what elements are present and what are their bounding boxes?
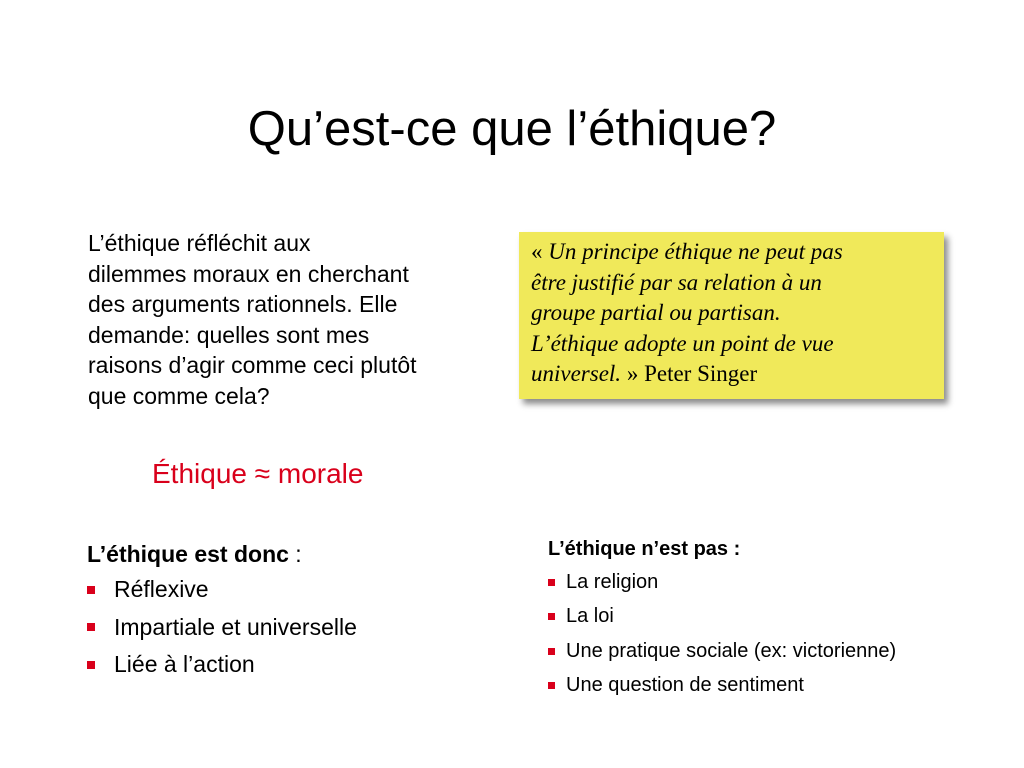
list-item-label: Une pratique sociale (ex: victorienne) bbox=[566, 639, 897, 662]
quote-line: groupe partial ou partisan. bbox=[531, 300, 781, 325]
ethics-is-not-list bbox=[548, 533, 896, 703]
square-bullet-icon bbox=[87, 623, 95, 631]
list-item-label: La religion bbox=[566, 570, 659, 593]
list-item bbox=[548, 565, 896, 600]
quote-close-mark: » bbox=[621, 361, 639, 386]
square-bullet-icon bbox=[87, 661, 95, 669]
quote-line: Un principe éthique ne peut pas bbox=[548, 239, 843, 264]
list-item bbox=[548, 669, 896, 704]
ethics-morality-equation: Éthique ≈ morale bbox=[152, 458, 364, 489]
list-item-label: Liée à l’action bbox=[114, 651, 255, 678]
square-bullet-icon bbox=[87, 586, 95, 594]
list-item bbox=[548, 600, 896, 635]
quote-line: universel. bbox=[531, 361, 622, 386]
ethics-is-not-heading: L’éthique n’est pas : bbox=[548, 538, 741, 560]
ethics-is-heading bbox=[87, 537, 357, 571]
ethics-is-heading-colon: : bbox=[288, 541, 302, 567]
quote-open-mark: « bbox=[531, 239, 549, 264]
square-bullet-icon bbox=[548, 682, 555, 689]
intro-line: dilemmes moraux en cherchant bbox=[88, 260, 409, 287]
list-item-label: Une question de sentiment bbox=[566, 674, 804, 697]
ethics-is-list bbox=[87, 537, 357, 684]
list-item bbox=[87, 609, 357, 647]
square-bullet-icon bbox=[548, 648, 555, 655]
intro-line: raisons d’agir comme ceci plutôt bbox=[88, 352, 417, 378]
quote-line: L’éthique adopte un point de vue bbox=[531, 330, 834, 356]
list-item-label: Impartiale et universelle bbox=[114, 613, 357, 640]
list-item bbox=[87, 646, 357, 684]
intro-line: des arguments rationnels. Elle bbox=[88, 291, 398, 317]
quote-line: être justifié par sa relation à un bbox=[531, 269, 822, 295]
singer-quote-box bbox=[519, 232, 944, 399]
square-bullet-icon bbox=[548, 613, 555, 620]
intro-line: demande: quelles sont mes bbox=[88, 321, 370, 348]
list-item bbox=[87, 571, 357, 609]
square-bullet-icon bbox=[548, 579, 555, 586]
quote-author: Peter Singer bbox=[638, 361, 758, 386]
intro-line: que comme cela? bbox=[88, 382, 270, 409]
list-item-label: La loi bbox=[566, 605, 614, 628]
list-item bbox=[548, 634, 896, 669]
slide-title: Qu’est-ce que l’éthique? bbox=[247, 102, 777, 156]
ethics-is-heading-bold: L’éthique est donc bbox=[87, 541, 289, 567]
intro-line: L’éthique réfléchit aux bbox=[88, 230, 311, 256]
intro-paragraph bbox=[88, 228, 508, 411]
list-item-label: Réflexive bbox=[114, 576, 209, 603]
